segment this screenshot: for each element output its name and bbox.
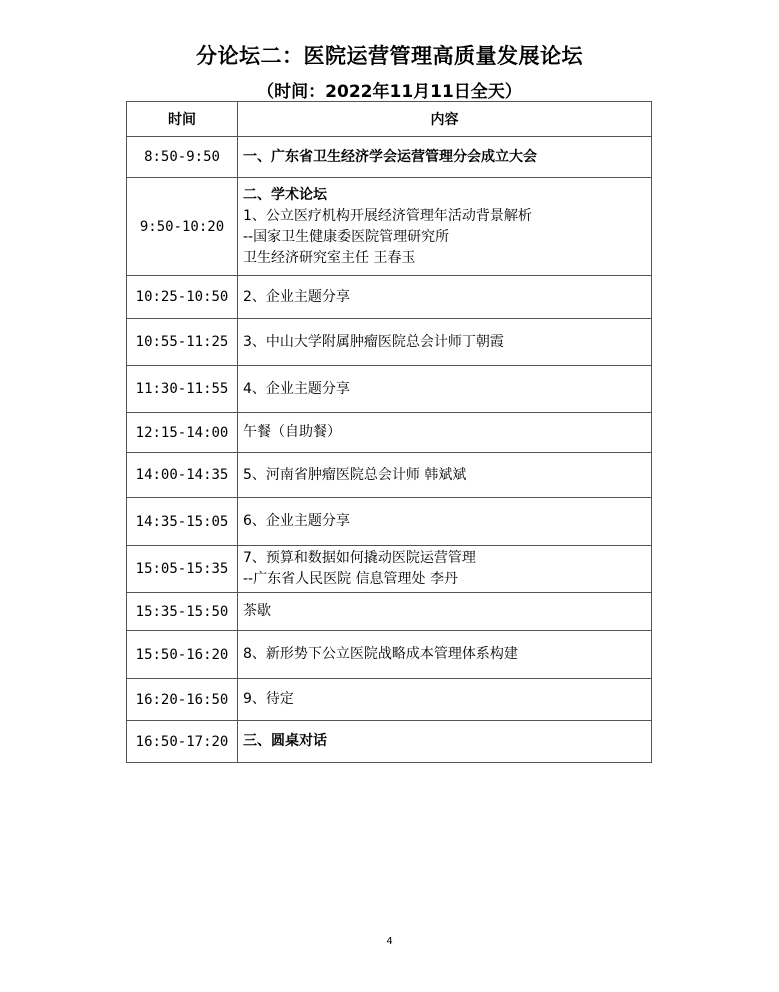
header-content: 内容 [238,102,652,137]
table-row [127,319,652,366]
content-line: 8、新形势下公立医院战略成本管理体系构建 [243,646,518,662]
row-content [238,498,652,546]
table-row [127,366,652,413]
row-content [238,593,652,631]
table-row [127,276,652,319]
table-row [127,498,652,546]
table-row [127,631,652,679]
row-time: 11:30-11:55 [127,366,238,413]
row-content [238,178,652,276]
content-line: 二、学术论坛 [243,186,327,203]
row-content [238,721,652,763]
row-time: 9:50-10:20 [127,178,238,276]
content-line: 4、企业主题分享 [243,380,350,397]
row-time: 16:20-16:50 [127,679,238,721]
content-line: 2、企业主题分享 [243,288,350,305]
table-row [127,178,652,276]
table-row [127,413,652,453]
table-header-row [127,102,652,137]
content-line: 三、圆桌对话 [243,733,327,749]
row-time: 15:50-16:20 [127,631,238,679]
content-line: 1、公立医疗机构开展经济管理年活动背景解析 [243,207,532,224]
content-line: 7、预算和数据如何撬动医院运营管理 [243,550,476,566]
row-content [238,546,652,593]
row-content [238,319,652,366]
table-row [127,453,652,498]
row-content [238,366,652,413]
row-time: 14:00-14:35 [127,453,238,498]
table-row [127,137,652,178]
row-content [238,413,652,453]
content-line: 5、河南省肿瘤医院总会计师 韩斌斌 [243,466,467,483]
row-time: 15:05-15:35 [127,546,238,593]
page-subtitle: （时间：2022年11月11日全天） [257,82,522,102]
content-line: 一、广东省卫生经济学会运营管理分会成立大会 [243,148,537,165]
content-line: 6、企业主题分享 [243,513,350,529]
header-time: 时间 [127,102,238,137]
table-row [127,546,652,593]
content-line: 9、待定 [243,691,294,707]
row-content [238,276,652,319]
row-time: 16:50-17:20 [127,721,238,763]
row-content [238,631,652,679]
row-time: 10:55-11:25 [127,319,238,366]
row-content [238,137,652,178]
page-number: 4 [386,936,393,947]
table-row [127,593,652,631]
row-content [238,453,652,498]
table-row [127,721,652,763]
row-time: 14:35-15:05 [127,498,238,546]
content-line: 卫生经济研究室主任 王春玉 [243,249,416,266]
content-line: 午餐（自助餐） [243,424,341,440]
content-line: --国家卫生健康委医院管理研究所 [243,228,450,245]
table-row [127,679,652,721]
schedule-table [126,101,652,763]
row-content [238,679,652,721]
row-time: 10:25-10:50 [127,276,238,319]
row-time: 12:15-14:00 [127,413,238,453]
content-line: 茶歇 [243,603,271,619]
row-time: 15:35-15:50 [127,593,238,631]
page-title: 分论坛二：医院运营管理高质量发展论坛 [196,44,583,68]
content-line: 3、中山大学附属肿瘤医院总会计师丁朝霞 [243,333,504,350]
content-line: --广东省人民医院 信息管理处 李丹 [243,571,459,587]
row-time: 8:50-9:50 [127,137,238,178]
